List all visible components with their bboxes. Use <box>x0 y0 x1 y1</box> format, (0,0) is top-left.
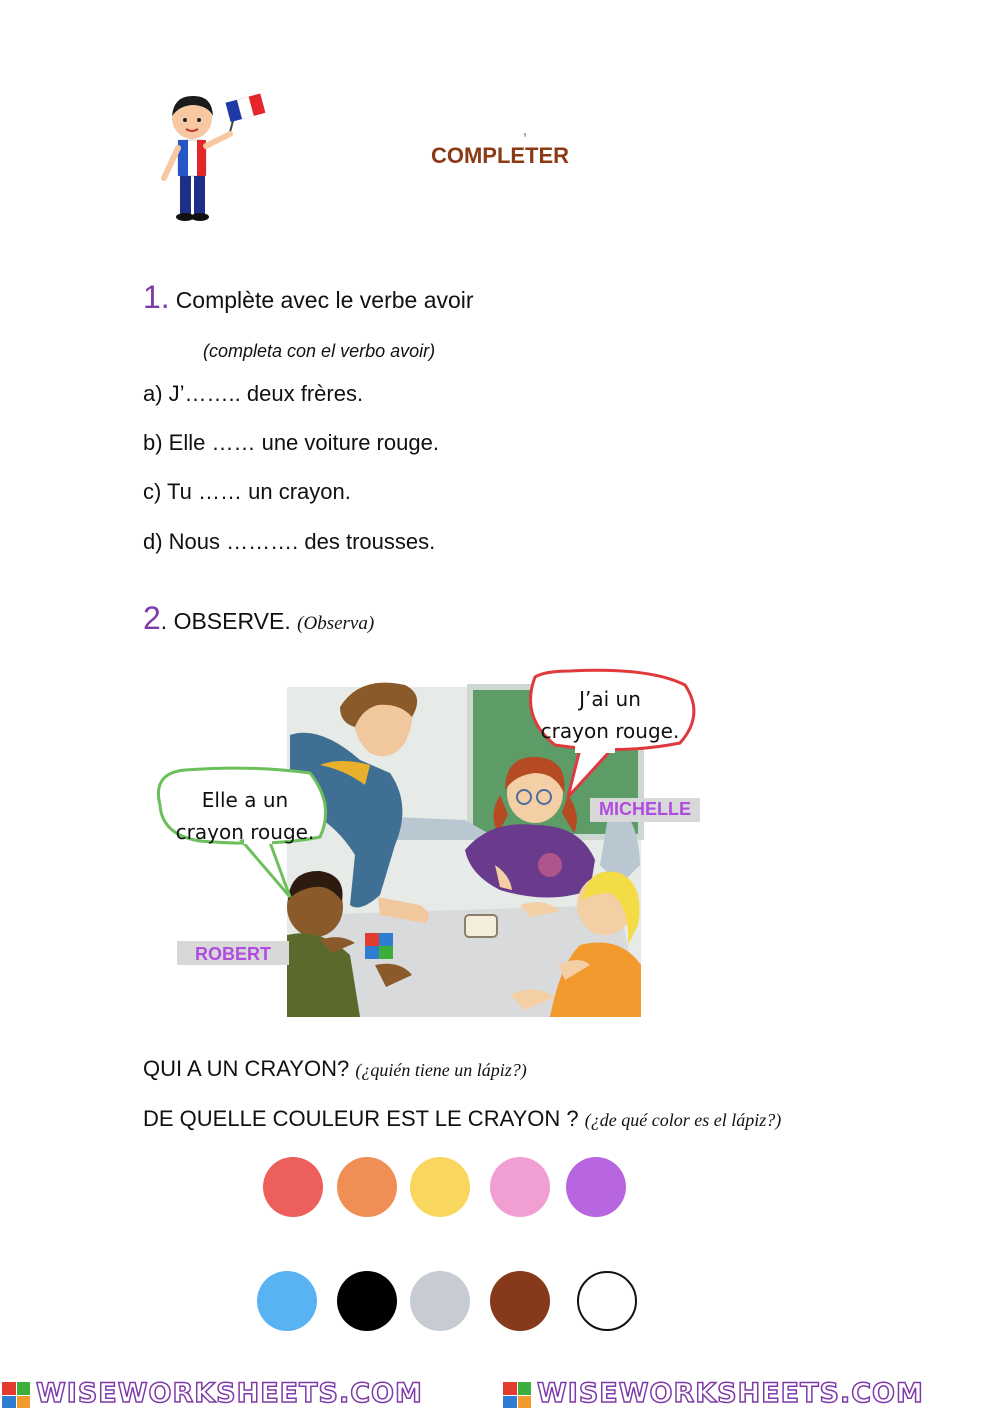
footer-watermark <box>0 1378 1000 1412</box>
exercise-2-instruction: . OBSERVE. <box>160 608 291 634</box>
bubble-left-line-2: crayon rouge. <box>175 820 315 844</box>
label-robert: ROBERT <box>195 944 271 964</box>
watermark-text-2: WISEWORKSHEETS.COM <box>537 1378 924 1409</box>
color-choice-blue[interactable] <box>257 1271 317 1331</box>
question-1-text: QUI A UN CRAYON? <box>143 1056 350 1081</box>
exercise-1-item-d: d) Nous ………. des trousses. <box>143 529 436 554</box>
bubble-right-text <box>525 683 695 747</box>
exercise-2-number: 2 <box>143 600 161 636</box>
color-choice-white[interactable] <box>577 1271 637 1331</box>
exercise-1-item-c: c) Tu …… un crayon. <box>143 479 351 504</box>
bubble-right-line-2: crayon rouge. <box>540 719 680 743</box>
watermark-logo-icon <box>503 1382 531 1408</box>
question-2-text: DE QUELLE COULEUR EST LE CRAYON ? <box>143 1106 579 1131</box>
bubble-left-line-1: Elle a un <box>201 788 289 812</box>
watermark-logo-icon <box>2 1382 30 1408</box>
color-choice-red[interactable] <box>263 1157 323 1217</box>
exercise-1-item-a: a) J’…….. deux frères. <box>143 381 364 406</box>
color-choice-brown[interactable] <box>490 1271 550 1331</box>
question-1-hint: (¿quién tiene un lápiz?) <box>355 1060 527 1080</box>
color-choice-pink[interactable] <box>490 1157 550 1217</box>
question-2-hint: (¿de qué color es el lápiz?) <box>584 1110 782 1130</box>
label-michelle: MICHELLE <box>599 799 691 819</box>
color-choice-black[interactable] <box>337 1271 397 1331</box>
bubble-right-line-1: J’ai un <box>579 687 641 711</box>
question-2 <box>143 1106 781 1132</box>
exercise-2-hint: (Observa) <box>297 613 375 634</box>
worksheet-title: COMPLETER <box>430 143 570 168</box>
watermark-text-1: WISEWORKSHEETS.COM <box>36 1378 423 1409</box>
exercise-1-item-b: b) Elle …… une voiture rouge. <box>143 430 439 455</box>
color-choice-purple[interactable] <box>566 1157 626 1217</box>
exercise-1-heading <box>143 279 474 316</box>
title-accent-mark: , <box>523 122 527 138</box>
color-choice-yellow[interactable] <box>410 1157 470 1217</box>
question-1 <box>143 1056 527 1082</box>
color-choice-orange[interactable] <box>337 1157 397 1217</box>
color-choice-grey[interactable] <box>410 1271 470 1331</box>
bubble-left-text <box>160 784 330 848</box>
exercise-1-instruction: Complète avec le verbe avoir <box>175 287 474 313</box>
exercise-1-hint: (completa con el verbo avoir) <box>203 341 436 361</box>
exercise-1-number: 1. <box>143 279 170 315</box>
exercise-2-heading <box>143 600 374 637</box>
